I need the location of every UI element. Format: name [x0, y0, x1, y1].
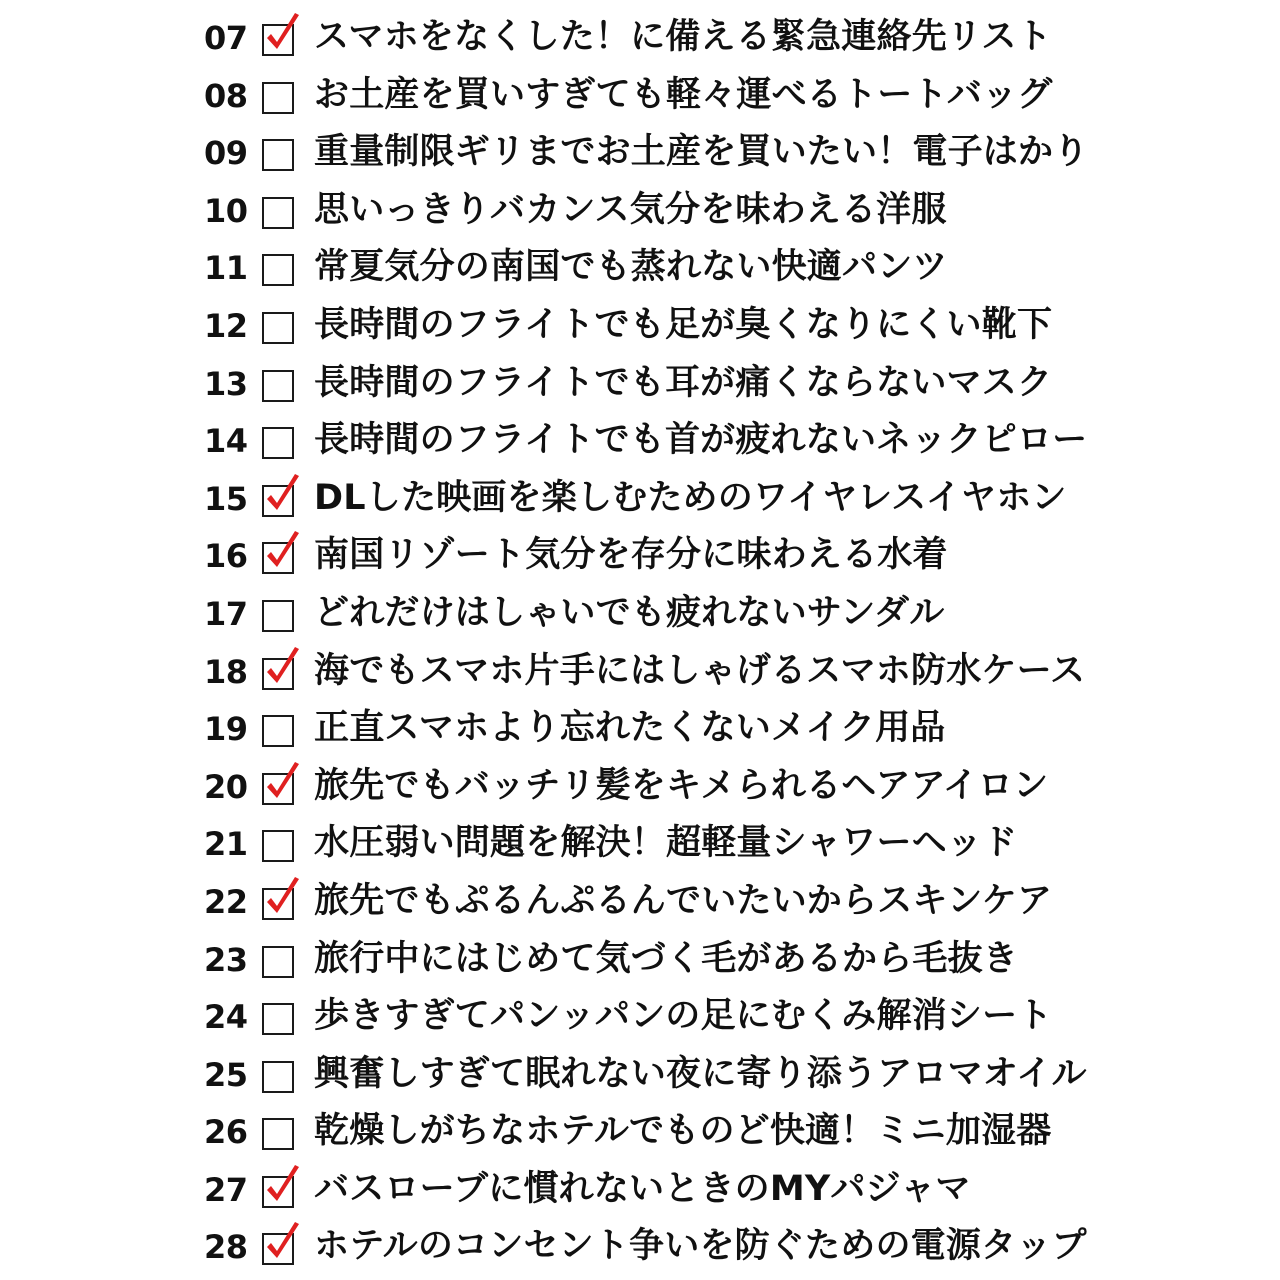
item-checkbox[interactable] — [262, 1233, 294, 1265]
item-checkbox[interactable] — [262, 658, 294, 690]
checklist-item — [0, 931, 1280, 989]
item-checkbox[interactable] — [262, 715, 294, 747]
item-label: 重量制限ギリまでお土産を買いたい！電子はかり — [314, 132, 1089, 173]
item-checkbox[interactable] — [262, 1003, 294, 1035]
item-label: 長時間のフライトでも足が臭くなりにくい靴下 — [314, 304, 1053, 345]
item-checkbox[interactable] — [262, 1061, 294, 1093]
item-checkbox[interactable] — [262, 773, 294, 805]
checklist-item — [0, 527, 1280, 585]
item-checkbox[interactable] — [262, 600, 294, 632]
item-number: 15 — [204, 479, 248, 518]
checklist-item — [0, 182, 1280, 240]
item-label: バスローブに慣れないときのMYパジャマ — [314, 1168, 971, 1209]
item-label: 水圧弱い問題を解決！超軽量シャワーヘッド — [314, 823, 1018, 864]
item-checkbox[interactable] — [262, 312, 294, 344]
item-number: 12 — [204, 306, 248, 345]
item-number: 25 — [204, 1055, 248, 1094]
item-number: 23 — [204, 940, 248, 979]
checklist-item — [0, 355, 1280, 413]
checkmark-icon — [262, 12, 304, 54]
item-number: 18 — [204, 652, 248, 691]
checkmark-icon — [262, 761, 304, 803]
item-label: どれだけはしゃいでも疲れないサンダル — [314, 592, 945, 633]
item-checkbox[interactable] — [262, 1176, 294, 1208]
checklist-item — [0, 297, 1280, 355]
item-number: 22 — [204, 882, 248, 921]
item-label: 興奮しすぎて眠れない夜に寄り添うアロマオイル — [314, 1053, 1087, 1094]
item-checkbox[interactable] — [262, 1118, 294, 1150]
item-label: 旅行中にはじめて気づく毛があるから毛抜き — [314, 938, 1019, 979]
checklist-item — [0, 643, 1280, 701]
checklist-item — [0, 815, 1280, 873]
item-checkbox[interactable] — [262, 542, 294, 574]
item-number: 09 — [204, 134, 248, 173]
item-label: 海でもスマホ片手にはしゃげるスマホ防水ケース — [314, 650, 1086, 691]
item-checkbox[interactable] — [262, 427, 294, 459]
item-label: ホテルのコンセント争いを防ぐための電源タップ — [314, 1226, 1087, 1267]
checklist-item — [0, 1046, 1280, 1104]
checklist-item — [0, 873, 1280, 931]
item-checkbox[interactable] — [262, 197, 294, 229]
item-label: スマホをなくした！に備える緊急連絡先リスト — [314, 17, 1052, 57]
item-number: 08 — [204, 76, 248, 115]
item-checkbox[interactable] — [262, 830, 294, 862]
item-checkbox[interactable] — [262, 485, 294, 517]
checkmark-icon — [262, 876, 304, 918]
item-label: DLした映画を楽しむためのワイヤレスイヤホン — [314, 477, 1067, 518]
item-number: 13 — [204, 364, 248, 403]
item-label: 正直スマホより忘れたくないメイク用品 — [314, 708, 946, 749]
item-number: 27 — [204, 1170, 248, 1209]
checkmark-icon — [262, 1164, 304, 1206]
checkmark-icon — [262, 1221, 304, 1263]
item-checkbox[interactable] — [262, 139, 294, 171]
item-checkbox[interactable] — [262, 254, 294, 286]
item-label: 歩きすぎてパンッパンの足にむくみ解消シート — [314, 996, 1053, 1037]
checklist-item — [0, 470, 1280, 528]
checklist-item — [0, 239, 1280, 297]
checklist-item — [0, 758, 1280, 816]
item-label: 長時間のフライトでも耳が痛くならないマスク — [314, 362, 1053, 403]
item-number: 24 — [204, 998, 248, 1037]
item-number: 07 — [204, 19, 248, 57]
item-number: 11 — [204, 249, 248, 288]
checklist-item — [0, 124, 1280, 182]
checklist-item — [0, 412, 1280, 470]
checkmark-icon — [262, 646, 304, 688]
checklist-item — [0, 67, 1280, 125]
checklist-item — [0, 585, 1280, 643]
checklist-item — [0, 988, 1280, 1046]
item-checkbox[interactable] — [262, 24, 294, 56]
checklist-item — [0, 1218, 1280, 1276]
item-label: 思いっきりバカンス気分を味わえる洋服 — [314, 189, 947, 230]
checkmark-icon — [262, 473, 304, 515]
item-label: お土産を買いすぎても軽々運べるトートバッグ — [314, 74, 1053, 115]
checkmark-icon — [262, 530, 304, 572]
checklist-item — [0, 700, 1280, 758]
item-number: 20 — [204, 767, 248, 806]
item-label: 旅先でもぷるんぷるんでいたいからスキンケア — [314, 880, 1053, 921]
item-label: 南国リゾート気分を存分に味わえる水着 — [314, 535, 948, 576]
item-checkbox[interactable] — [262, 82, 294, 114]
item-checkbox[interactable] — [262, 888, 294, 920]
item-number: 26 — [204, 1113, 248, 1152]
checklist-item — [0, 1103, 1280, 1161]
item-label: 旅先でもバッチリ髪をキメられるヘアアイロン — [314, 765, 1049, 806]
item-label: 乾燥しがちなホテルでものど快適！ミニ加湿器 — [314, 1111, 1052, 1152]
item-checkbox[interactable] — [262, 370, 294, 402]
item-number: 19 — [204, 710, 248, 749]
item-number: 28 — [204, 1228, 248, 1267]
checklist-item — [0, 1161, 1280, 1219]
item-number: 14 — [204, 422, 248, 461]
item-number: 10 — [204, 191, 248, 230]
item-number: 21 — [204, 825, 248, 864]
item-label: 長時間のフライトでも首が疲れないネックピロー — [314, 420, 1088, 461]
item-number: 17 — [204, 594, 248, 633]
item-label: 常夏気分の南国でも蒸れない快適パンツ — [314, 247, 948, 288]
checklist-item — [0, 9, 1280, 67]
item-number: 16 — [204, 537, 248, 576]
item-checkbox[interactable] — [262, 946, 294, 978]
packing-checklist — [0, 9, 1280, 1276]
